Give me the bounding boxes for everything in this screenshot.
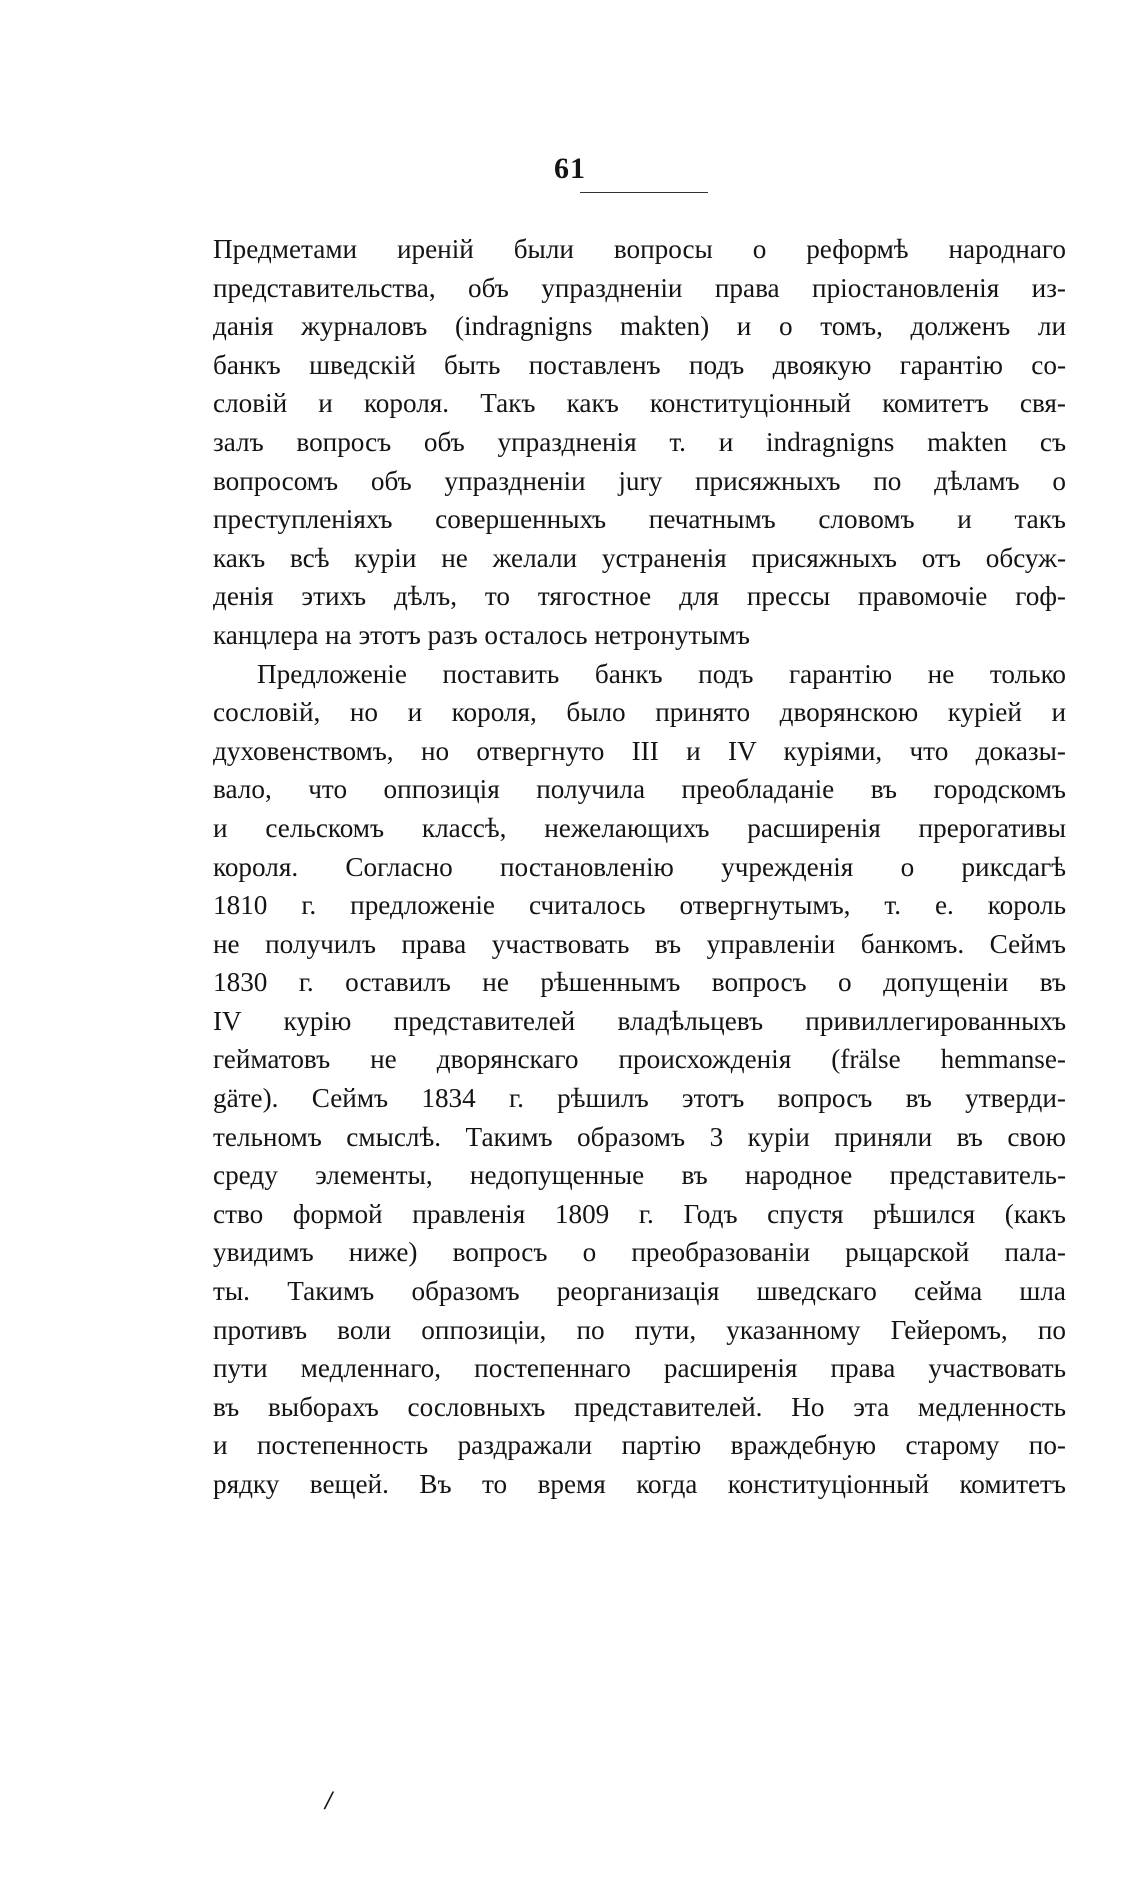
text-line: залъ вопросъ объ упраздненія т. и indragnigns makten съ bbox=[213, 426, 1066, 457]
text-line: преступленіяхъ совершенныхъ печатнымъ словомъ и такъ bbox=[213, 504, 1066, 535]
body-text bbox=[213, 230, 1066, 1504]
text-line: канцлера на этотъ разъ осталось нетронутымъ bbox=[213, 619, 750, 650]
text-line: IV курію представителей владѣльцевъ привиллегированныхъ bbox=[213, 1005, 1066, 1036]
text-line: короля. Согласно постановленію учрежденія о риксдагѣ bbox=[213, 851, 1066, 882]
text-line: денія этихъ дѣлъ, то тягостное для прессы правомочіе гоф- bbox=[213, 581, 1066, 612]
text-line: тельномъ смыслѣ. Такимъ образомъ 3 куріи приняли въ свою bbox=[213, 1121, 1066, 1152]
text-line: духовенствомъ, но отвергнуто III и IV куріями, что доказы- bbox=[213, 735, 1066, 766]
page-number: 61 bbox=[554, 152, 586, 185]
text-line: среду элементы, недопущенные въ народное представитель- bbox=[213, 1160, 1066, 1191]
footer-mark: / bbox=[325, 1786, 333, 1815]
text-line: вопросомъ объ упраздненіи jury присяжныхъ по дѣламъ о bbox=[213, 465, 1066, 496]
text-line: представительства, объ упраздненіи права пріостановленія из- bbox=[213, 272, 1066, 303]
text-line: гейматовъ не дворянскаго происхожденія (frälse hemmanse- bbox=[213, 1044, 1066, 1075]
text-line: противъ воли оппозиціи, по пути, указанному Гейеромъ, по bbox=[213, 1314, 1066, 1345]
text-line: рядку вещей. Въ то время когда конституціонный комитетъ bbox=[213, 1469, 1066, 1499]
text-line: какъ всѣ куріи не желали устраненія присяжныхъ отъ обсуж- bbox=[213, 542, 1066, 573]
text-line: словій и короля. Такъ какъ конституціонный комитетъ свя- bbox=[213, 388, 1066, 419]
text-line: 1830 г. оставилъ не рѣшеннымъ вопросъ о допущеніи въ bbox=[213, 967, 1066, 998]
text-line: увидимъ ниже) вопросъ о преобразованіи рыцарской пала- bbox=[213, 1237, 1066, 1268]
text-line: вало, что оппозиція получила преобладаніе въ городскомъ bbox=[213, 774, 1066, 805]
text-line: 1810 г. предложеніе считалось отвергнутымъ, т. е. король bbox=[213, 890, 1066, 921]
text-line: ты. Такимъ образомъ реорганизація шведскаго сейма шла bbox=[213, 1276, 1066, 1307]
paragraph-start-line: Предложеніе поставить банкъ подъ гарантію не только bbox=[257, 658, 1066, 689]
text-line: сословій, но и короля, было принято дворянскою куріей и bbox=[213, 697, 1066, 728]
text-line: и сельскомъ классѣ, нежелающихъ расширенія прерогативы bbox=[213, 812, 1066, 843]
header-rule bbox=[580, 192, 708, 193]
text-line: и постепенность раздражали партію враждебную старому по- bbox=[213, 1430, 1066, 1461]
text-line: въ выборахъ сословныхъ представителей. Но эта медленность bbox=[213, 1391, 1066, 1422]
text-line: ство формой правленія 1809 г. Годъ спустя рѣшился (какъ bbox=[213, 1198, 1066, 1229]
text-line: банкъ шведскій быть поставленъ подъ двоякую гарантію со- bbox=[213, 349, 1066, 380]
text-line: gäте). Сеймъ 1834 г. рѣшилъ этотъ вопросъ въ утверди- bbox=[213, 1083, 1066, 1114]
text-line: Предметами иреній были вопросы о реформѣ народнаго bbox=[213, 234, 1066, 264]
text-line: не получилъ права участвовать въ управленіи банкомъ. Сеймъ bbox=[213, 928, 1066, 959]
text-line: данія журналовъ (indragnigns makten) и о томъ, долженъ ли bbox=[213, 311, 1066, 342]
text-line: пути медленнаго, постепеннаго расширенія права участвовать bbox=[213, 1353, 1066, 1384]
